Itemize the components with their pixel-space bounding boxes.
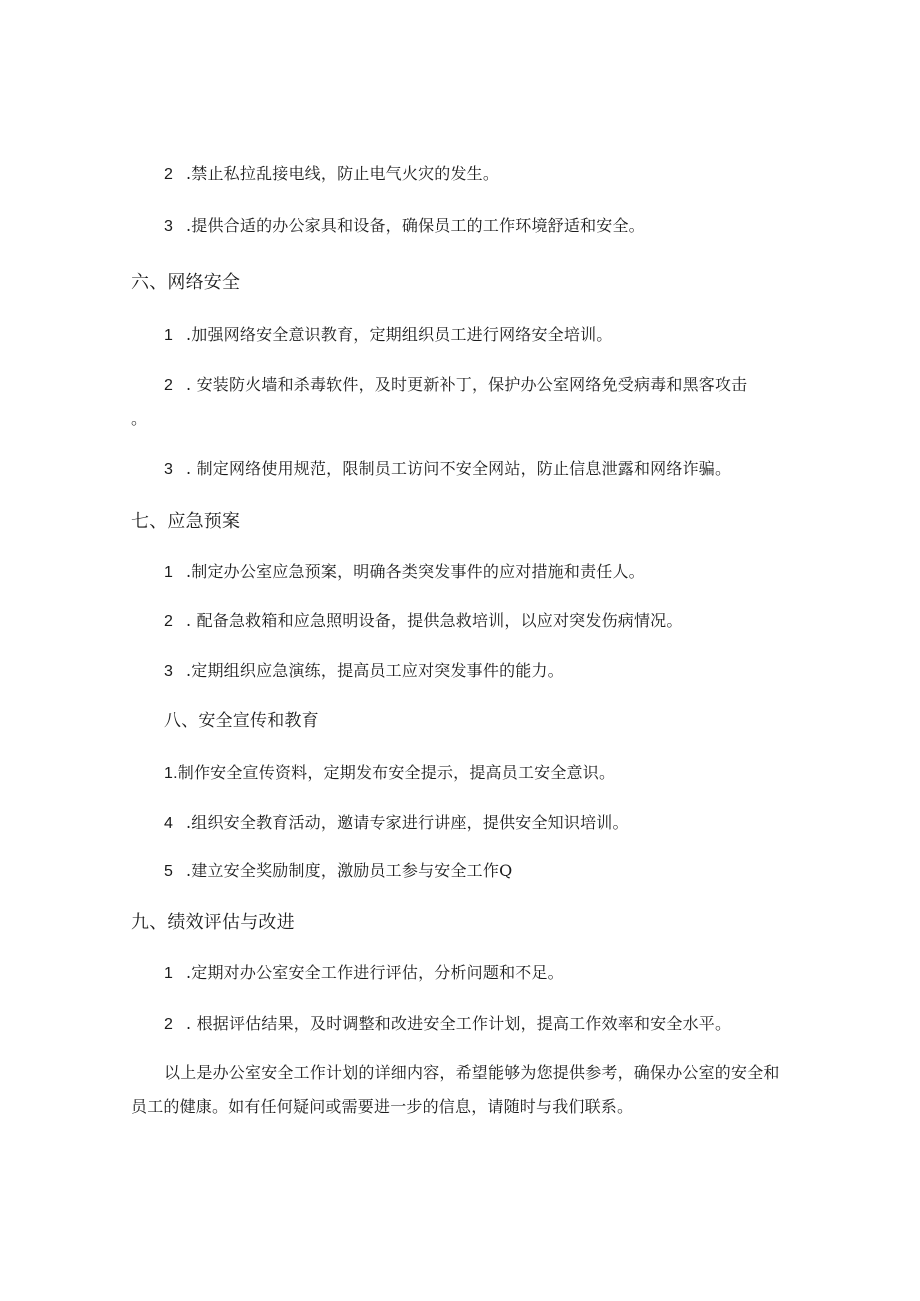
section-heading: 九、绩效评估与改进 <box>131 912 295 933</box>
list-item <box>164 374 747 397</box>
item-number: 2 <box>164 377 174 394</box>
list-item <box>164 812 629 835</box>
list-item <box>164 458 731 481</box>
list-item <box>164 324 613 347</box>
list-item <box>164 1013 731 1036</box>
item-text: . 安装防火墙和杀毒软件，及时更新补丁，保护办公室网络免受病毒和黑客攻击 <box>186 375 748 394</box>
item-number: 3 <box>164 663 174 680</box>
item-text: . 配备急救箱和应急照明设备，提供急救培训，以应对突发伤病情况。 <box>186 611 683 630</box>
item-text: . 根据评估结果，及时调整和改进安全工作计划，提高工作效率和安全水平。 <box>186 1014 732 1033</box>
item-number: 2 <box>164 1016 174 1033</box>
list-item <box>164 610 683 633</box>
list-item <box>164 860 512 883</box>
list-item <box>164 163 499 186</box>
list-item <box>164 215 645 238</box>
closing-paragraph: 以上是办公室安全工作计划的详细内容，希望能够为您提供参考，确保办公室的安全和员工的健康。如有任何疑问或需要进一步的信息，请随时与我们联系。 <box>131 1063 780 1116</box>
item-number: 1 <box>164 564 174 581</box>
item-number: 1 <box>164 327 174 344</box>
item-text: .定期对办公室安全工作进行评估，分析问题和不足。 <box>186 963 564 982</box>
section-heading: 六、网络安全 <box>131 272 241 293</box>
item-number: 1. <box>164 765 178 782</box>
list-item <box>164 660 564 683</box>
item-text: .提供合适的办公家具和设备，确保员工的工作环境舒适和安全。 <box>186 216 645 235</box>
item-number: 4 <box>164 815 174 832</box>
item-text: 制作安全宣传资料，定期发布安全提示，提高员工安全意识。 <box>177 763 616 782</box>
item-text: . 制定网络使用规范，限制员工访问不安全网站，防止信息泄露和网络诈骗。 <box>186 459 732 478</box>
list-item <box>164 962 564 985</box>
item-text: .禁止私拉乱接电线，防止电气火灾的发生。 <box>186 164 500 183</box>
item-number: 2 <box>164 613 174 630</box>
item-text: .加强网络安全意识教育，定期组织员工进行网络安全培训。 <box>186 325 613 344</box>
wrapped-punctuation: 。 <box>131 409 148 428</box>
item-number: 2 <box>164 166 174 183</box>
section-heading: 八、安全宣传和教育 <box>164 711 319 731</box>
item-text: .建立安全奖励制度，激励员工参与安全工作Q <box>186 861 513 880</box>
item-number: 1 <box>164 965 174 982</box>
item-number: 3 <box>164 218 174 235</box>
item-text: .制定办公室应急预案，明确各类突发事件的应对措施和责任人。 <box>186 562 645 581</box>
section-heading: 七、应急预案 <box>131 511 241 532</box>
item-text: .组织安全教育活动，邀请专家进行讲座，提供安全知识培训。 <box>186 813 629 832</box>
list-item <box>164 762 615 785</box>
list-item <box>164 561 645 584</box>
item-text: .定期组织应急演练，提高员工应对突发事件的能力。 <box>186 661 564 680</box>
item-number: 5 <box>164 863 174 880</box>
item-number: 3 <box>164 461 174 478</box>
